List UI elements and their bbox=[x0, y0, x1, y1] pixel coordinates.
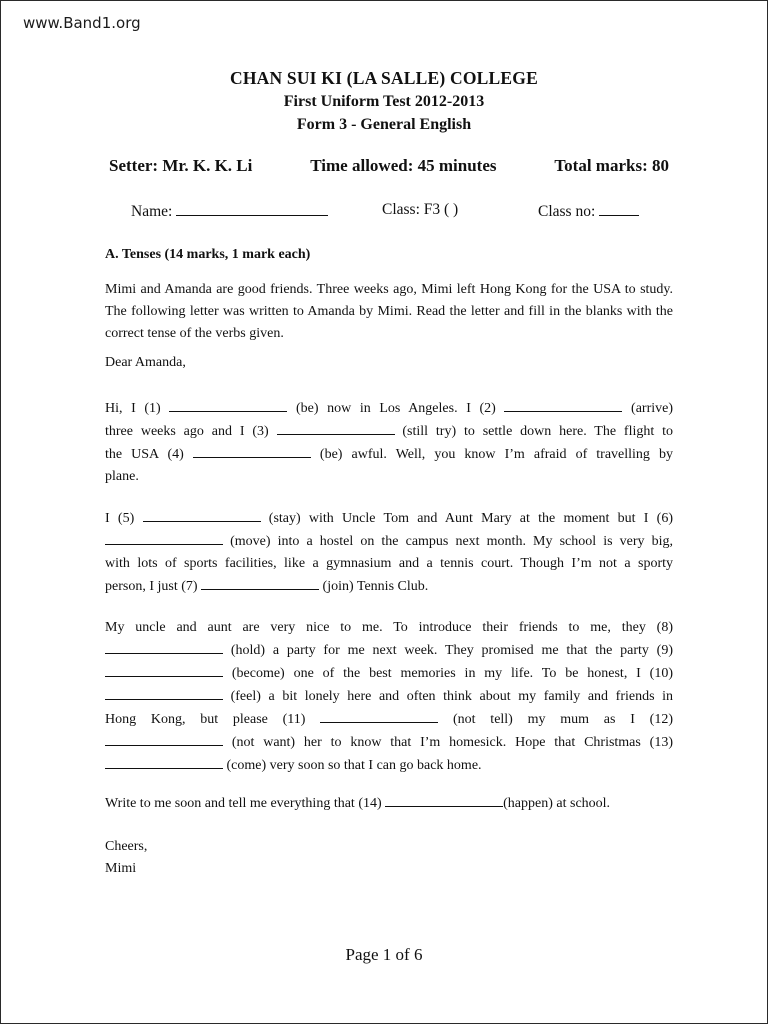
answer-blank-13[interactable] bbox=[105, 754, 223, 769]
answer-blank-6[interactable] bbox=[105, 530, 223, 545]
student-fields-row bbox=[131, 201, 671, 223]
name-blank[interactable] bbox=[176, 201, 328, 216]
answer-blank-9[interactable] bbox=[105, 662, 223, 677]
letter-paragraph-1: Hi, I (1) (be) now in Los Angeles. I (2) (arrive) three weeks ago and I (3) (still try) to settle down here. The flight to the USA (4) (be) awful. Well, you know I’m afraid of travelling by plane. bbox=[105, 397, 673, 488]
total-marks-label: Total marks: 80 bbox=[554, 156, 669, 175]
letter-signoff bbox=[105, 836, 673, 880]
answer-blank-1[interactable] bbox=[169, 397, 287, 412]
letter-closing: Cheers, bbox=[105, 839, 148, 854]
letter-paragraph-4: Write to me soon and tell me everything that (14) (happen) at school. bbox=[105, 792, 673, 815]
section-a-title: A. Tenses (14 marks, 1 mark each) bbox=[105, 247, 311, 262]
page-number: Page 1 of 6 bbox=[345, 945, 423, 964]
answer-blank-14[interactable] bbox=[385, 792, 503, 807]
letter-signature: Mimi bbox=[105, 861, 137, 876]
name-label: Name: bbox=[131, 203, 173, 220]
answer-blank-11[interactable] bbox=[320, 708, 438, 723]
test-title: First Uniform Test 2012-2013 bbox=[283, 93, 485, 110]
class-field bbox=[382, 201, 458, 219]
class-no-label: Class no: bbox=[538, 203, 596, 220]
class-label: Class: F3 ( ) bbox=[382, 201, 459, 218]
section-a-instructions: Mimi and Amanda are good friends. Three weeks ago, Mimi left Hong Kong for the USA to study. The following letter was written to Amanda by Mimi. Read the letter and fill in the blanks with the correct tense of the verbs given. bbox=[105, 282, 673, 341]
time-allowed-label: Time allowed: 45 minutes bbox=[310, 156, 497, 175]
answer-blank-10[interactable] bbox=[105, 685, 223, 700]
letter-greeting: Dear Amanda, bbox=[105, 355, 186, 370]
answer-blank-12[interactable] bbox=[105, 731, 223, 746]
class-no-field bbox=[538, 201, 639, 221]
answer-blank-4[interactable] bbox=[193, 443, 311, 458]
school-name: CHAN SUI KI (LA SALLE) COLLEGE bbox=[230, 68, 538, 88]
letter-paragraph-2: I (5) (stay) with Uncle Tom and Aunt Mary at the moment but I (6) (move) into a hostel on the campus next month. My school is very big, with lots of sports facilities, like a gymnasium and a tennis court. Though I’m not a sporty person, I just (7) (join) Tennis Club. bbox=[105, 507, 673, 598]
exam-header bbox=[1, 67, 767, 136]
answer-blank-5[interactable] bbox=[143, 507, 261, 522]
setter-label: Setter: Mr. K. K. Li bbox=[109, 156, 253, 175]
letter-paragraph-3: My uncle and aunt are very nice to me. To introduce their friends to me, they (8) (hold) a party for me next week. They promised me that the party (9) (become) one of the best memories in my life. To be honest, I (10) (feel) a bit lonely here and often think about my family and friends in Hong Kong, but please (11) (not tell) my mum as I (12) (not want) her to know that I’m homesick. Hope that Christmas (13) (come) very soon so that I can go back home. bbox=[105, 620, 674, 773]
answer-blank-7[interactable] bbox=[201, 575, 319, 590]
answer-blank-3[interactable] bbox=[277, 420, 395, 435]
class-no-blank[interactable] bbox=[599, 201, 639, 216]
site-watermark: www.Band1.org bbox=[23, 14, 141, 32]
answer-blank-2[interactable] bbox=[504, 397, 622, 412]
exam-info-row bbox=[109, 156, 669, 176]
answer-blank-8[interactable] bbox=[105, 639, 223, 654]
name-field bbox=[131, 201, 328, 221]
subject-title: Form 3 - General English bbox=[296, 116, 472, 133]
